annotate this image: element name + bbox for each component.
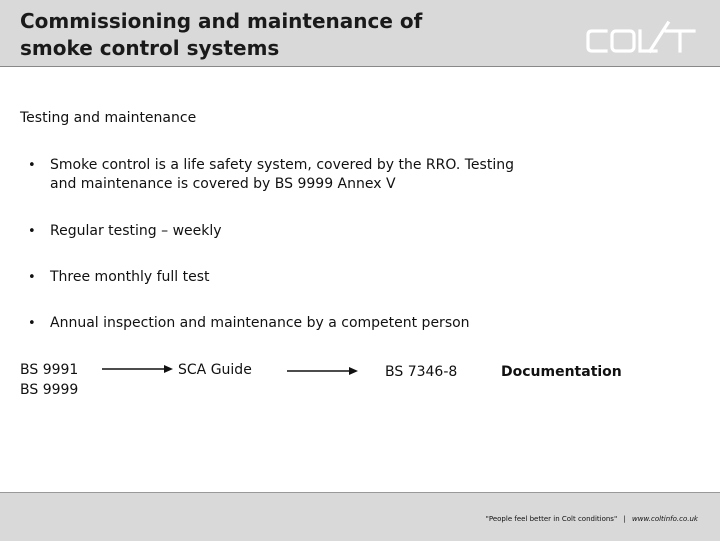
arrow-right-icon bbox=[102, 363, 174, 375]
footer-text bbox=[486, 515, 698, 523]
sca-guide-label: SCA Guide bbox=[178, 362, 252, 378]
bullet-text: Smoke control is a life safety system, covered by the RRO. Testing and maintenance is covered by BS 9999 Annex V bbox=[50, 157, 514, 192]
footer-tagline: "People feel better in Colt conditions" bbox=[485, 515, 618, 523]
arrow-right-icon bbox=[287, 365, 359, 377]
bullet-marker: • bbox=[28, 158, 36, 173]
footer-bar bbox=[0, 492, 720, 541]
slide-title bbox=[20, 8, 480, 62]
slide-title-line-1: Commissioning and maintenance of bbox=[20, 9, 423, 33]
standard-bs-7346-8: BS 7346-8 bbox=[385, 364, 458, 380]
footer-url: www.coltinfo.co.uk bbox=[632, 515, 698, 523]
colt-logo bbox=[584, 17, 698, 57]
bullet-marker: • bbox=[28, 316, 36, 331]
footer-separator: | bbox=[623, 515, 626, 523]
bullet-marker: • bbox=[28, 270, 36, 285]
standard-bs-9999: BS 9999 bbox=[20, 382, 79, 398]
section-heading: Testing and maintenance bbox=[20, 110, 197, 126]
bullet-marker: • bbox=[28, 224, 36, 239]
standard-bs-9991: BS 9991 bbox=[20, 362, 79, 378]
bullet-text: Three monthly full test bbox=[50, 269, 210, 285]
standards-group bbox=[20, 360, 78, 400]
documentation-label: Documentation bbox=[501, 364, 622, 380]
slide-title-line-2: smoke control systems bbox=[20, 36, 280, 60]
bullet-text: Annual inspection and maintenance by a competent person bbox=[50, 315, 470, 331]
title-bar bbox=[0, 0, 720, 67]
bullet-text: Regular testing – weekly bbox=[50, 223, 222, 239]
